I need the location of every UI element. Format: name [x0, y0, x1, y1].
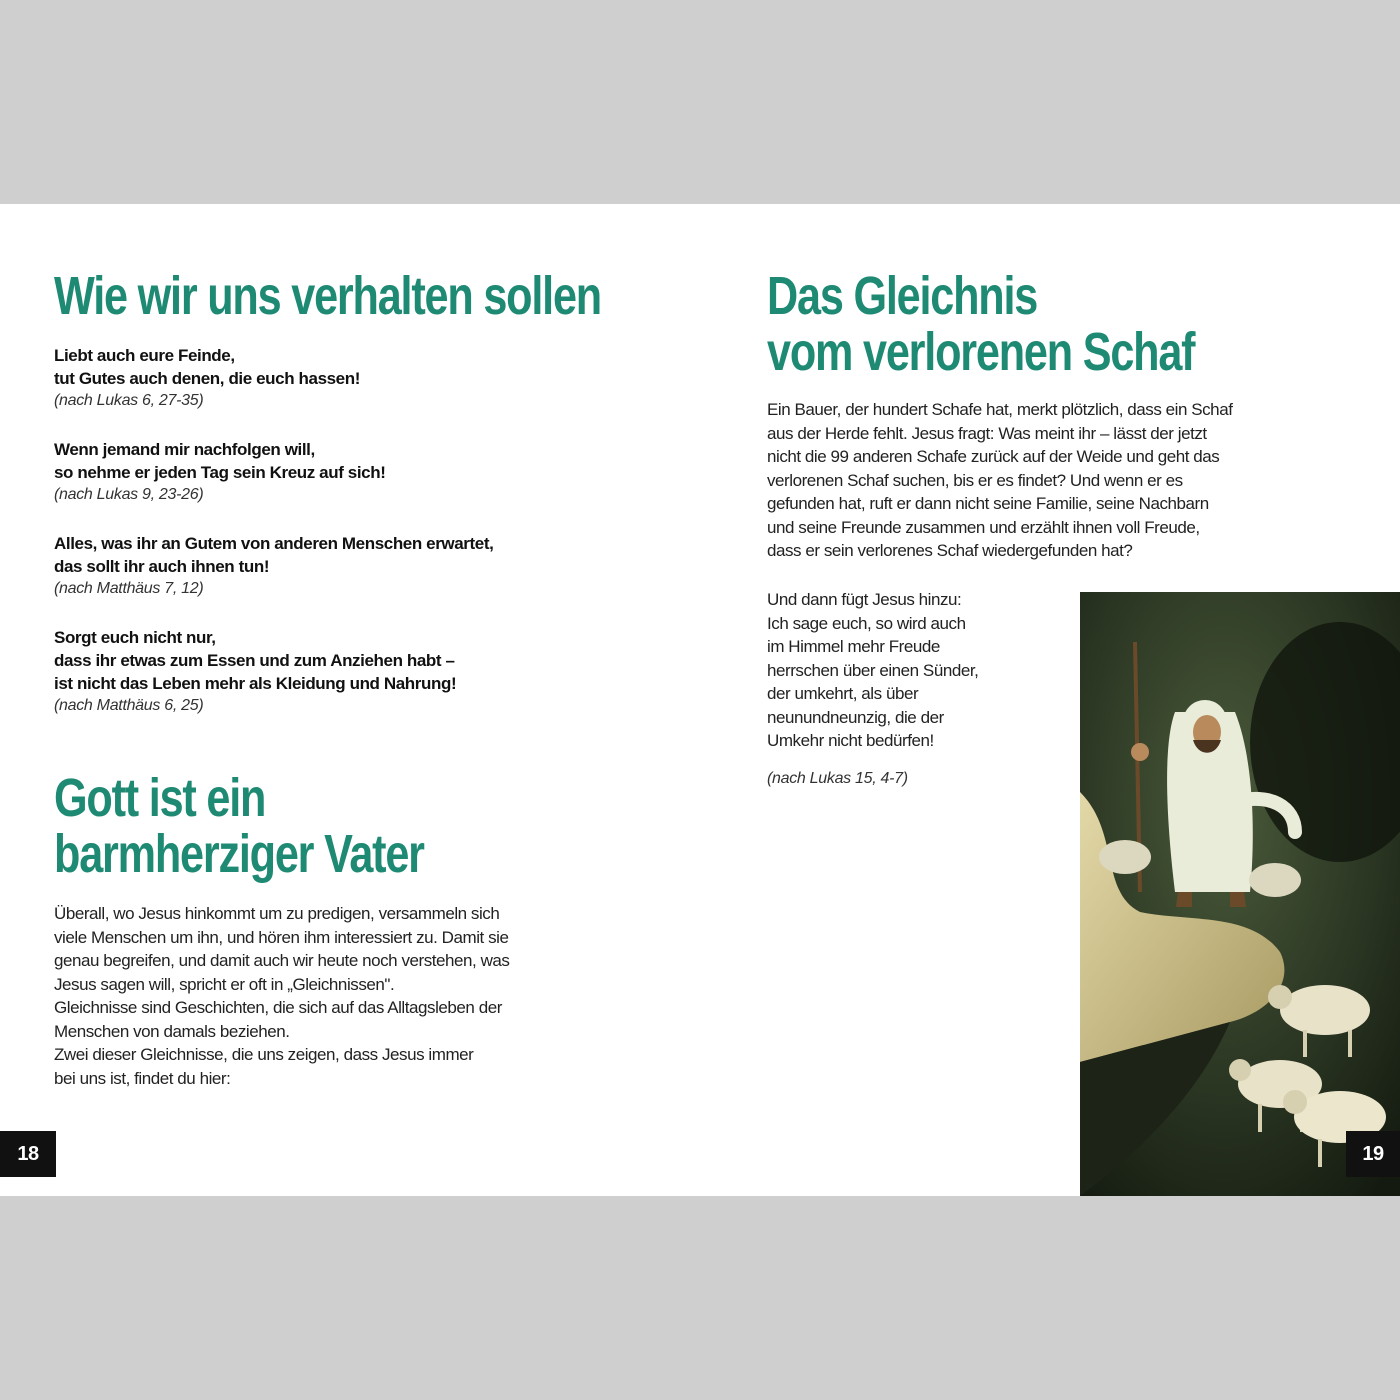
bible-reference: (nach Matthäus 7, 12)	[54, 580, 204, 597]
page-left	[0, 204, 700, 1196]
heading-verlorenes-schaf: Das Gleichnis vom verlorenen Schaf	[767, 266, 1195, 382]
intro-paragraph: Überall, wo Jesus hinkommt um zu predigen, versammeln sich viele Menschen um ihn, und hören ihm interessiert zu. Damit sie genau begreifen, und damit auch wir heute noch verstehen, was Jesus sagen will, spricht er oft in „Gleichnissen". Gleichnisse sind Geschichten, die sich auf das Alltagsleben der Menschen von damals beziehen. Zwei dieser Gleichnisse, die uns zeigen, dass Jesus immer bei uns ist, findet du hier:	[54, 904, 510, 1088]
heading-verhalten: Wie wir uns verhalten sollen	[54, 266, 601, 326]
bible-reference: (nach Matthäus 6, 25)	[54, 697, 204, 714]
quote-line: Alles, was ihr an Gutem von anderen Menschen erwartet,	[54, 534, 494, 553]
quote-1	[54, 344, 674, 412]
page-number-right: 19	[1346, 1131, 1400, 1177]
shepherd-illustration	[1080, 592, 1400, 1196]
page-number-left: 18	[0, 1131, 56, 1177]
quote-4	[54, 626, 674, 717]
quote-line: Sorgt euch nicht nur,	[54, 628, 216, 647]
quote-3	[54, 532, 674, 600]
bible-reference: (nach Lukas 6, 27-35)	[54, 392, 204, 409]
quote-line: Liebt auch eure Feinde,	[54, 346, 235, 365]
quote-line: das sollt ihr auch ihnen tun!	[54, 557, 270, 576]
story-paragraph: Ein Bauer, der hundert Schafe hat, merkt plötzlich, dass ein Schaf aus der Herde fehlt. Jesus fragt: Was meint ihr – lässt der jetzt nicht die 99 anderen Schafe zurück auf der Weide und geht das verlorenen Schaf suchen, bis er es findet? Und wenn er es gefunden hat, ruft er dann nicht seine Familie, seine Nachbarn und seine Freunde zusammen und erzählt ihnen voll Freude, dass er sein verlorenes Schaf wiedergefunden hat?	[767, 400, 1233, 560]
quote-2	[54, 438, 674, 506]
booklet-spread	[0, 204, 1400, 1196]
quote-line: Wenn jemand mir nachfolgen will,	[54, 440, 315, 459]
bible-reference: (nach Lukas 9, 23-26)	[54, 486, 204, 503]
quote-line: tut Gutes auch denen, die euch hassen!	[54, 369, 360, 388]
quote-line: ist nicht das Leben mehr als Kleidung und Nahrung!	[54, 674, 457, 693]
quote-line: dass ihr etwas zum Essen und zum Anziehen habt –	[54, 651, 455, 670]
quote-line: so nehme er jeden Tag sein Kreuz auf sich!	[54, 463, 386, 482]
bible-reference: (nach Lukas 15, 4-7)	[767, 770, 908, 787]
heading-barmherziger-vater: Gott ist ein barmherziger Vater	[54, 768, 424, 884]
page-right	[700, 204, 1400, 1196]
conclusion-paragraph: Und dann fügt Jesus hinzu: Ich sage euch, so wird auch im Himmel mehr Freude herrschen über einen Sünder, der umkehrt, als über neunundneunzig, die der Umkehr nicht bedürfen!	[767, 590, 979, 750]
